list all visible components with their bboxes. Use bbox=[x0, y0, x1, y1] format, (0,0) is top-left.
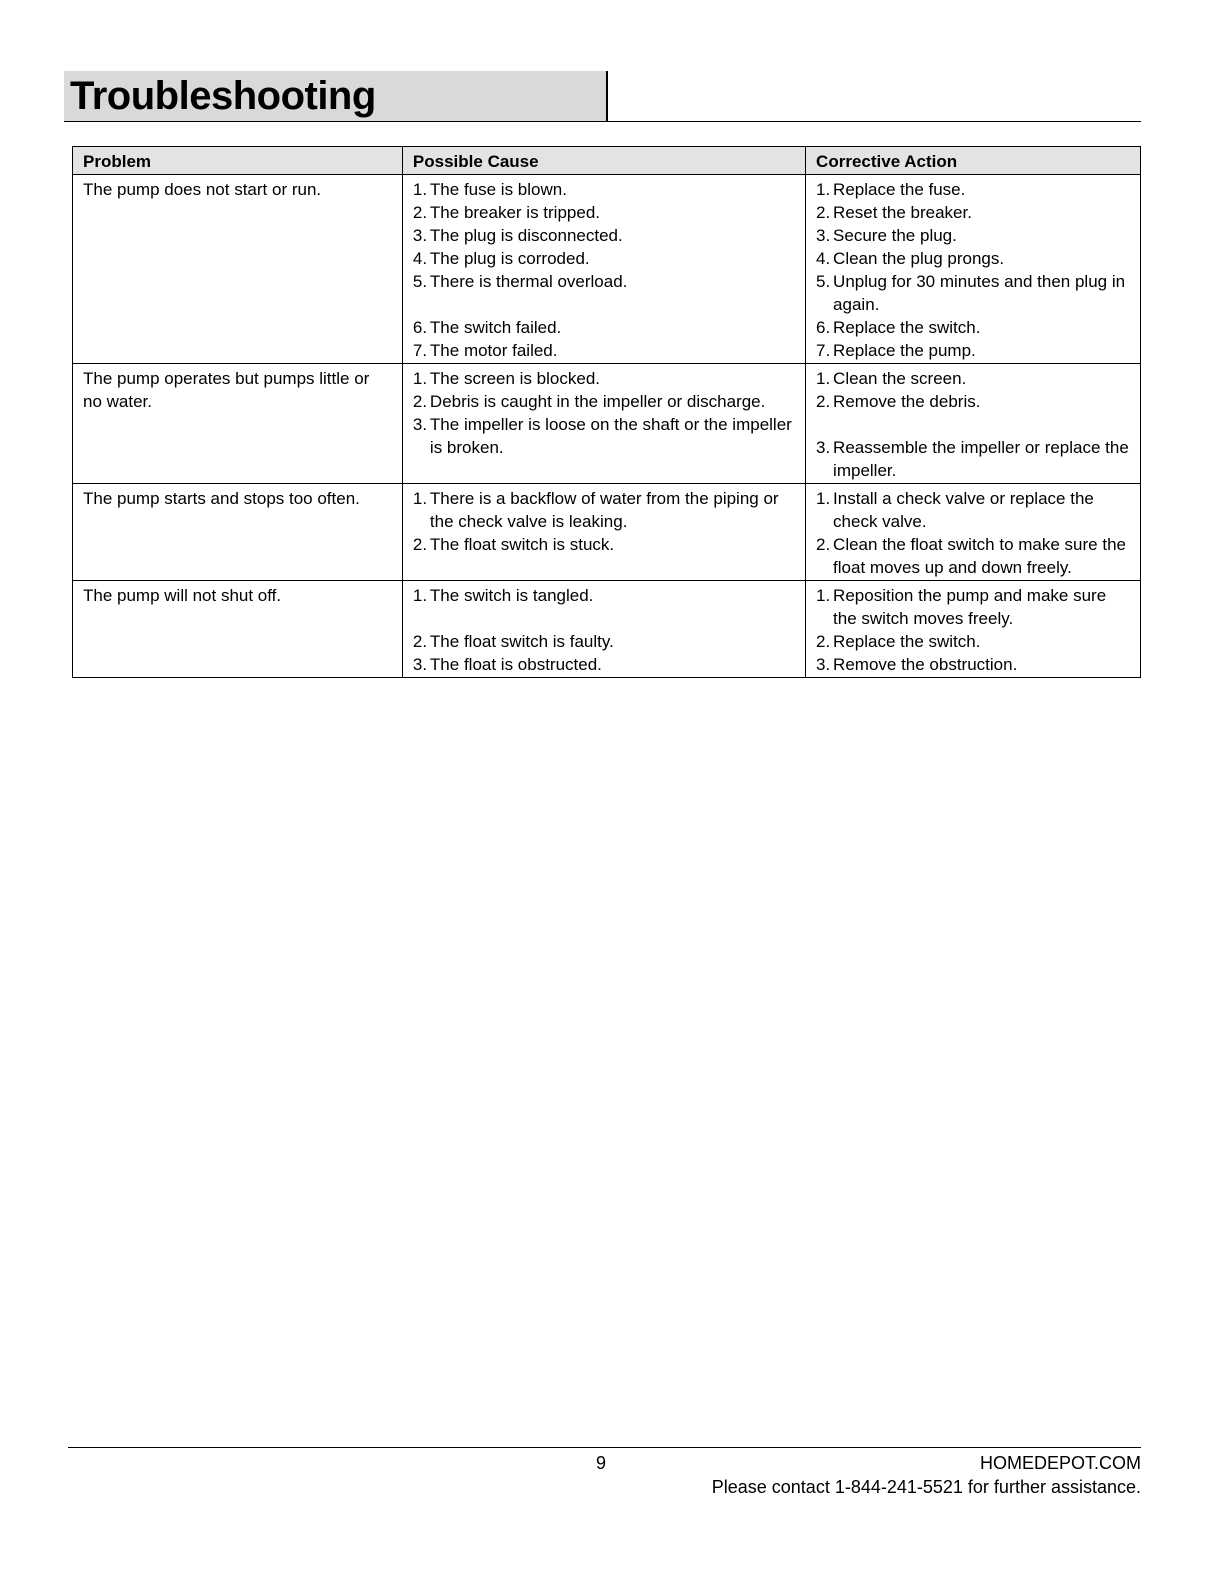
cause-item bbox=[413, 339, 795, 362]
action-text: Reset the breaker. bbox=[833, 203, 972, 222]
troubleshooting-table bbox=[72, 146, 1141, 678]
action-text: Reposition the pump and make sure the switch moves freely. bbox=[833, 586, 1107, 628]
cause-cell bbox=[402, 175, 805, 364]
header-cause: Possible Cause bbox=[402, 147, 805, 175]
item-number: 1. bbox=[412, 369, 428, 388]
cause-cell bbox=[402, 364, 805, 484]
action-item bbox=[816, 270, 1130, 316]
table-row bbox=[73, 484, 1141, 581]
cause-item bbox=[413, 270, 795, 293]
cause-text: The impeller is loose on the shaft or the impeller is broken. bbox=[429, 415, 792, 457]
cause-text: Debris is caught in the impeller or discharge. bbox=[429, 392, 766, 411]
problem-cell bbox=[73, 175, 403, 364]
action-text: Replace the pump. bbox=[833, 341, 976, 360]
item-number: 4. bbox=[816, 249, 831, 268]
cause-item bbox=[413, 178, 795, 201]
cause-item bbox=[413, 487, 795, 533]
action-item bbox=[816, 316, 1130, 339]
action-text: Replace the switch. bbox=[833, 632, 981, 651]
cause-item bbox=[413, 247, 795, 270]
header-problem: Problem bbox=[73, 147, 403, 175]
cause-item bbox=[413, 316, 795, 339]
action-text: Replace the fuse. bbox=[833, 180, 966, 199]
item-number: 3. bbox=[816, 438, 831, 457]
action-text: Install a check valve or replace the check valve. bbox=[833, 489, 1094, 531]
problem-cell bbox=[73, 484, 403, 581]
action-cell bbox=[806, 175, 1141, 364]
action-item bbox=[816, 339, 1130, 362]
action-cell bbox=[806, 364, 1141, 484]
action-item bbox=[816, 584, 1130, 630]
cause-text: The motor failed. bbox=[429, 341, 558, 360]
action-item bbox=[816, 436, 1130, 482]
problem-text: The pump does not start or run. bbox=[83, 180, 322, 199]
item-number: 4. bbox=[412, 249, 428, 268]
table-row bbox=[73, 364, 1141, 484]
page-number: 9 bbox=[596, 1453, 607, 1473]
action-item bbox=[816, 201, 1130, 224]
problem-text: The pump will not shut off. bbox=[83, 586, 282, 605]
action-item bbox=[816, 390, 1130, 413]
item-number: 3. bbox=[412, 655, 428, 674]
item-number: 3. bbox=[816, 226, 831, 245]
problem-text: The pump starts and stops too often. bbox=[83, 489, 360, 508]
item-number: 2. bbox=[816, 632, 831, 651]
item-number: 3. bbox=[412, 415, 428, 434]
cause-item bbox=[413, 584, 795, 607]
item-number: 3. bbox=[412, 226, 428, 245]
cause-text: The switch failed. bbox=[429, 318, 562, 337]
item-number: 1. bbox=[816, 369, 831, 388]
cause-item bbox=[413, 630, 795, 653]
item-number: 2. bbox=[412, 203, 428, 222]
header-action: Corrective Action bbox=[806, 147, 1141, 175]
item-number: 1. bbox=[412, 489, 428, 508]
footer-divider bbox=[68, 1447, 1141, 1448]
item-number: 2. bbox=[816, 535, 831, 554]
cause-item bbox=[413, 201, 795, 224]
item-number: 1. bbox=[412, 586, 428, 605]
cause-text: The screen is blocked. bbox=[429, 369, 601, 388]
action-text: Replace the switch. bbox=[833, 318, 981, 337]
action-item bbox=[816, 630, 1130, 653]
item-number: 2. bbox=[816, 203, 831, 222]
action-item bbox=[816, 653, 1130, 676]
table-header-row bbox=[73, 147, 1141, 175]
cause-text: The switch is tangled. bbox=[429, 586, 594, 605]
cause-text: There is thermal overload. bbox=[429, 272, 628, 291]
action-item bbox=[816, 487, 1130, 533]
cause-text: The float switch is stuck. bbox=[429, 535, 615, 554]
item-number: 1. bbox=[816, 489, 831, 508]
action-text: Clean the screen. bbox=[833, 369, 967, 388]
item-number: 2. bbox=[412, 632, 428, 651]
cause-item bbox=[413, 367, 795, 390]
item-number: 3. bbox=[816, 655, 831, 674]
cause-item bbox=[413, 224, 795, 247]
footer-contact: Please contact 1-844-241-5521 for further assistance. bbox=[711, 1477, 1141, 1497]
cause-cell bbox=[402, 581, 805, 678]
item-number: 2. bbox=[412, 535, 428, 554]
item-number: 6. bbox=[412, 318, 428, 337]
problem-cell bbox=[73, 364, 403, 484]
action-item bbox=[816, 224, 1130, 247]
item-number: 1. bbox=[816, 180, 831, 199]
cause-item bbox=[413, 390, 795, 413]
action-item bbox=[816, 367, 1130, 390]
cause-text: The plug is corroded. bbox=[429, 249, 590, 268]
item-number: 6. bbox=[816, 318, 831, 337]
item-number: 2. bbox=[816, 392, 831, 411]
page-title: Troubleshooting bbox=[70, 74, 376, 118]
table-row bbox=[73, 581, 1141, 678]
cause-item bbox=[413, 653, 795, 676]
action-item bbox=[816, 247, 1130, 270]
action-text: Clean the float switch to make sure the float moves up and down freely. bbox=[833, 535, 1126, 577]
action-text: Secure the plug. bbox=[833, 226, 957, 245]
table-row bbox=[73, 175, 1141, 364]
footer-site: HOMEDEPOT.COM bbox=[979, 1453, 1141, 1473]
cause-text: There is a backflow of water from the piping or the check valve is leaking. bbox=[429, 489, 779, 531]
item-number: 7. bbox=[816, 341, 831, 360]
cause-text: The fuse is blown. bbox=[429, 180, 567, 199]
item-number: 5. bbox=[412, 272, 428, 291]
title-bar bbox=[64, 71, 608, 121]
cause-text: The plug is disconnected. bbox=[429, 226, 623, 245]
cause-item bbox=[413, 533, 795, 556]
cause-cell bbox=[402, 484, 805, 581]
item-number: 2. bbox=[412, 392, 428, 411]
item-number: 1. bbox=[816, 586, 831, 605]
action-item bbox=[816, 533, 1130, 579]
cause-item bbox=[413, 413, 795, 459]
action-cell bbox=[806, 581, 1141, 678]
action-text: Clean the plug prongs. bbox=[833, 249, 1005, 268]
cause-text: The float is obstructed. bbox=[429, 655, 602, 674]
action-cell bbox=[806, 484, 1141, 581]
problem-text: The pump operates but pumps little or no water. bbox=[83, 369, 370, 411]
action-item bbox=[816, 178, 1130, 201]
action-text: Unplug for 30 minutes and then plug in again. bbox=[833, 272, 1126, 314]
item-number: 7. bbox=[412, 341, 428, 360]
cause-text: The breaker is tripped. bbox=[429, 203, 601, 222]
item-number: 1. bbox=[412, 180, 428, 199]
title-divider bbox=[64, 121, 1141, 122]
action-text: Remove the obstruction. bbox=[833, 655, 1018, 674]
action-text: Reassemble the impeller or replace the impeller. bbox=[833, 438, 1129, 480]
cause-text: The float switch is faulty. bbox=[429, 632, 614, 651]
action-text: Remove the debris. bbox=[833, 392, 981, 411]
problem-cell bbox=[73, 581, 403, 678]
item-number: 5. bbox=[816, 272, 831, 291]
